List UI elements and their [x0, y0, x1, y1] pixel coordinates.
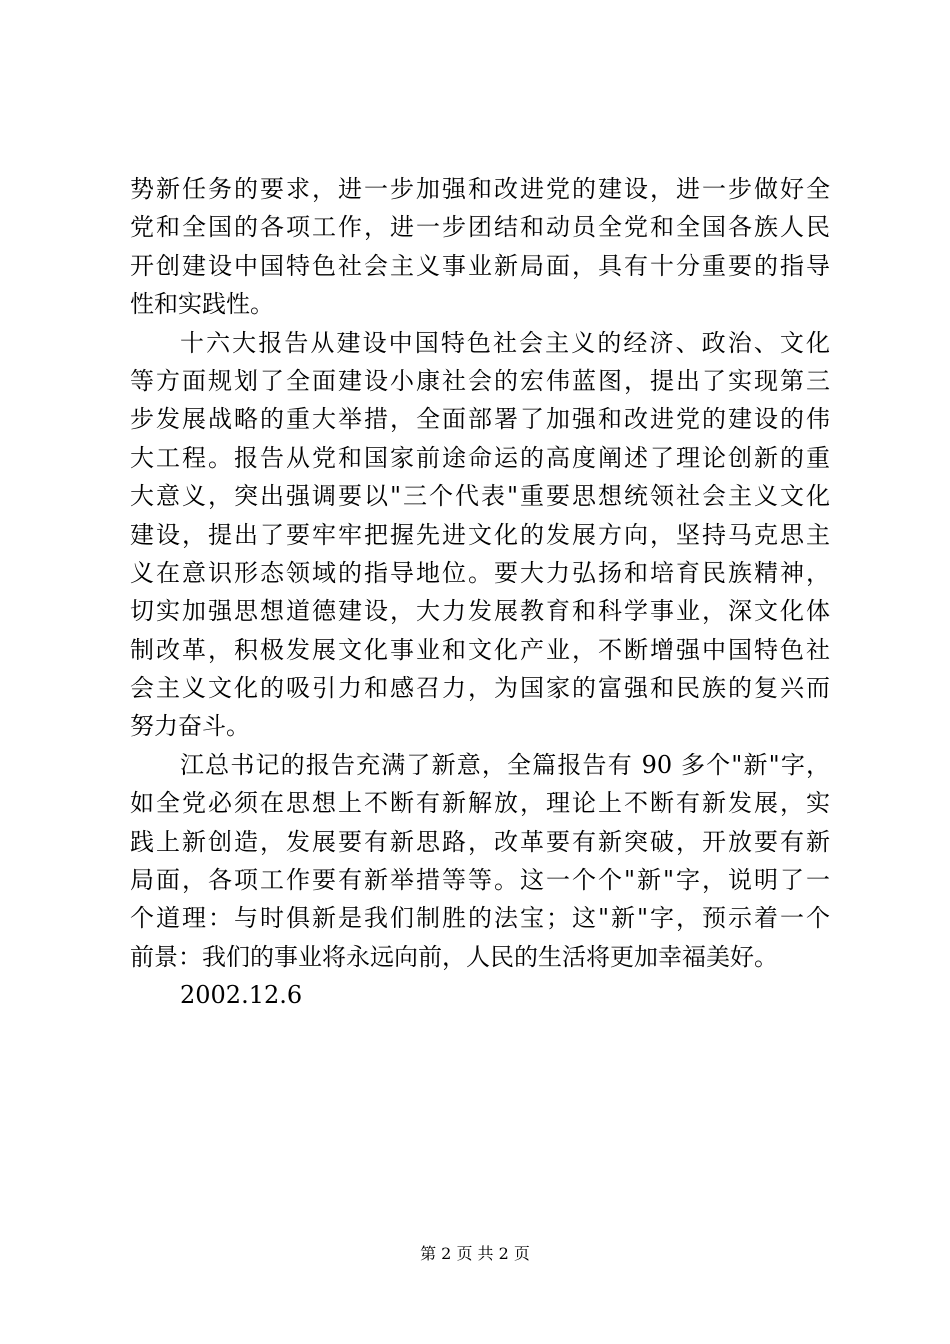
paragraph-2 — [130, 324, 830, 746]
paragraph-1 — [130, 170, 830, 324]
text-line: 性和实践性。 — [130, 290, 274, 319]
text-line: 等方面规划了全面建设小康社会的宏伟蓝图，提出了实现第三 — [130, 366, 830, 395]
document-body — [130, 170, 830, 1015]
text-line: 江总书记的报告充满了新意，全篇报告有 90 多个"新"字， — [180, 750, 830, 779]
text-line: 践上新创造，发展要有新思路，改革要有新突破，开放要有新 — [130, 827, 830, 856]
text-line: 建设，提出了要牢牢把握先进文化的发展方向，坚持马克思主 — [130, 520, 830, 549]
text-line: 制改革，积极发展文化事业和文化产业，不断增强中国特色社 — [130, 635, 830, 664]
document-date: 2002.12.6 — [180, 981, 303, 1010]
text-line: 个道理：与时俱新是我们制胜的法宝；这"新"字，预示着一个 — [130, 904, 830, 933]
text-line: 前景：我们的事业将永远向前，人民的生活将更加幸福美好。 — [130, 942, 778, 971]
text-line: 党和全国的各项工作，进一步团结和动员全党和全国各族人民 — [130, 213, 830, 242]
text-line: 会主义文化的吸引力和感召力，为国家的富强和民族的复兴而 — [130, 674, 830, 703]
text-line: 大工程。报告从党和国家前途命运的高度阐述了理论创新的重 — [130, 443, 830, 472]
text-line: 如全党必须在思想上不断有新解放，理论上不断有新发展，实 — [130, 789, 830, 818]
text-line: 势新任务的要求，进一步加强和改进党的建设，进一步做好全 — [130, 175, 830, 203]
paragraph-3 — [130, 746, 830, 976]
page-footer: 第 2 页 共 2 页 — [420, 1244, 530, 1263]
text-line: 步发展战略的重大举措，全面部署了加强和改进党的建设的伟 — [130, 405, 830, 434]
text-line: 十六大报告从建设中国特色社会主义的经济、政治、文化 — [180, 328, 830, 357]
text-line: 局面，各项工作要有新举措等等。这一个个"新"字，说明了一 — [130, 866, 830, 895]
text-line: 切实加强思想道德建设，大力发展教育和科学事业，深文化体 — [130, 597, 830, 626]
text-line: 大意义，突出强调要以"三个代表"重要思想统领社会主义文化 — [130, 482, 830, 511]
text-line: 努力奋斗。 — [130, 712, 250, 741]
text-line: 开创建设中国特色社会主义事业新局面，具有十分重要的指导 — [130, 251, 830, 280]
text-line: 义在意识形态领域的指导地位。要大力弘扬和培育民族精神， — [130, 558, 830, 587]
